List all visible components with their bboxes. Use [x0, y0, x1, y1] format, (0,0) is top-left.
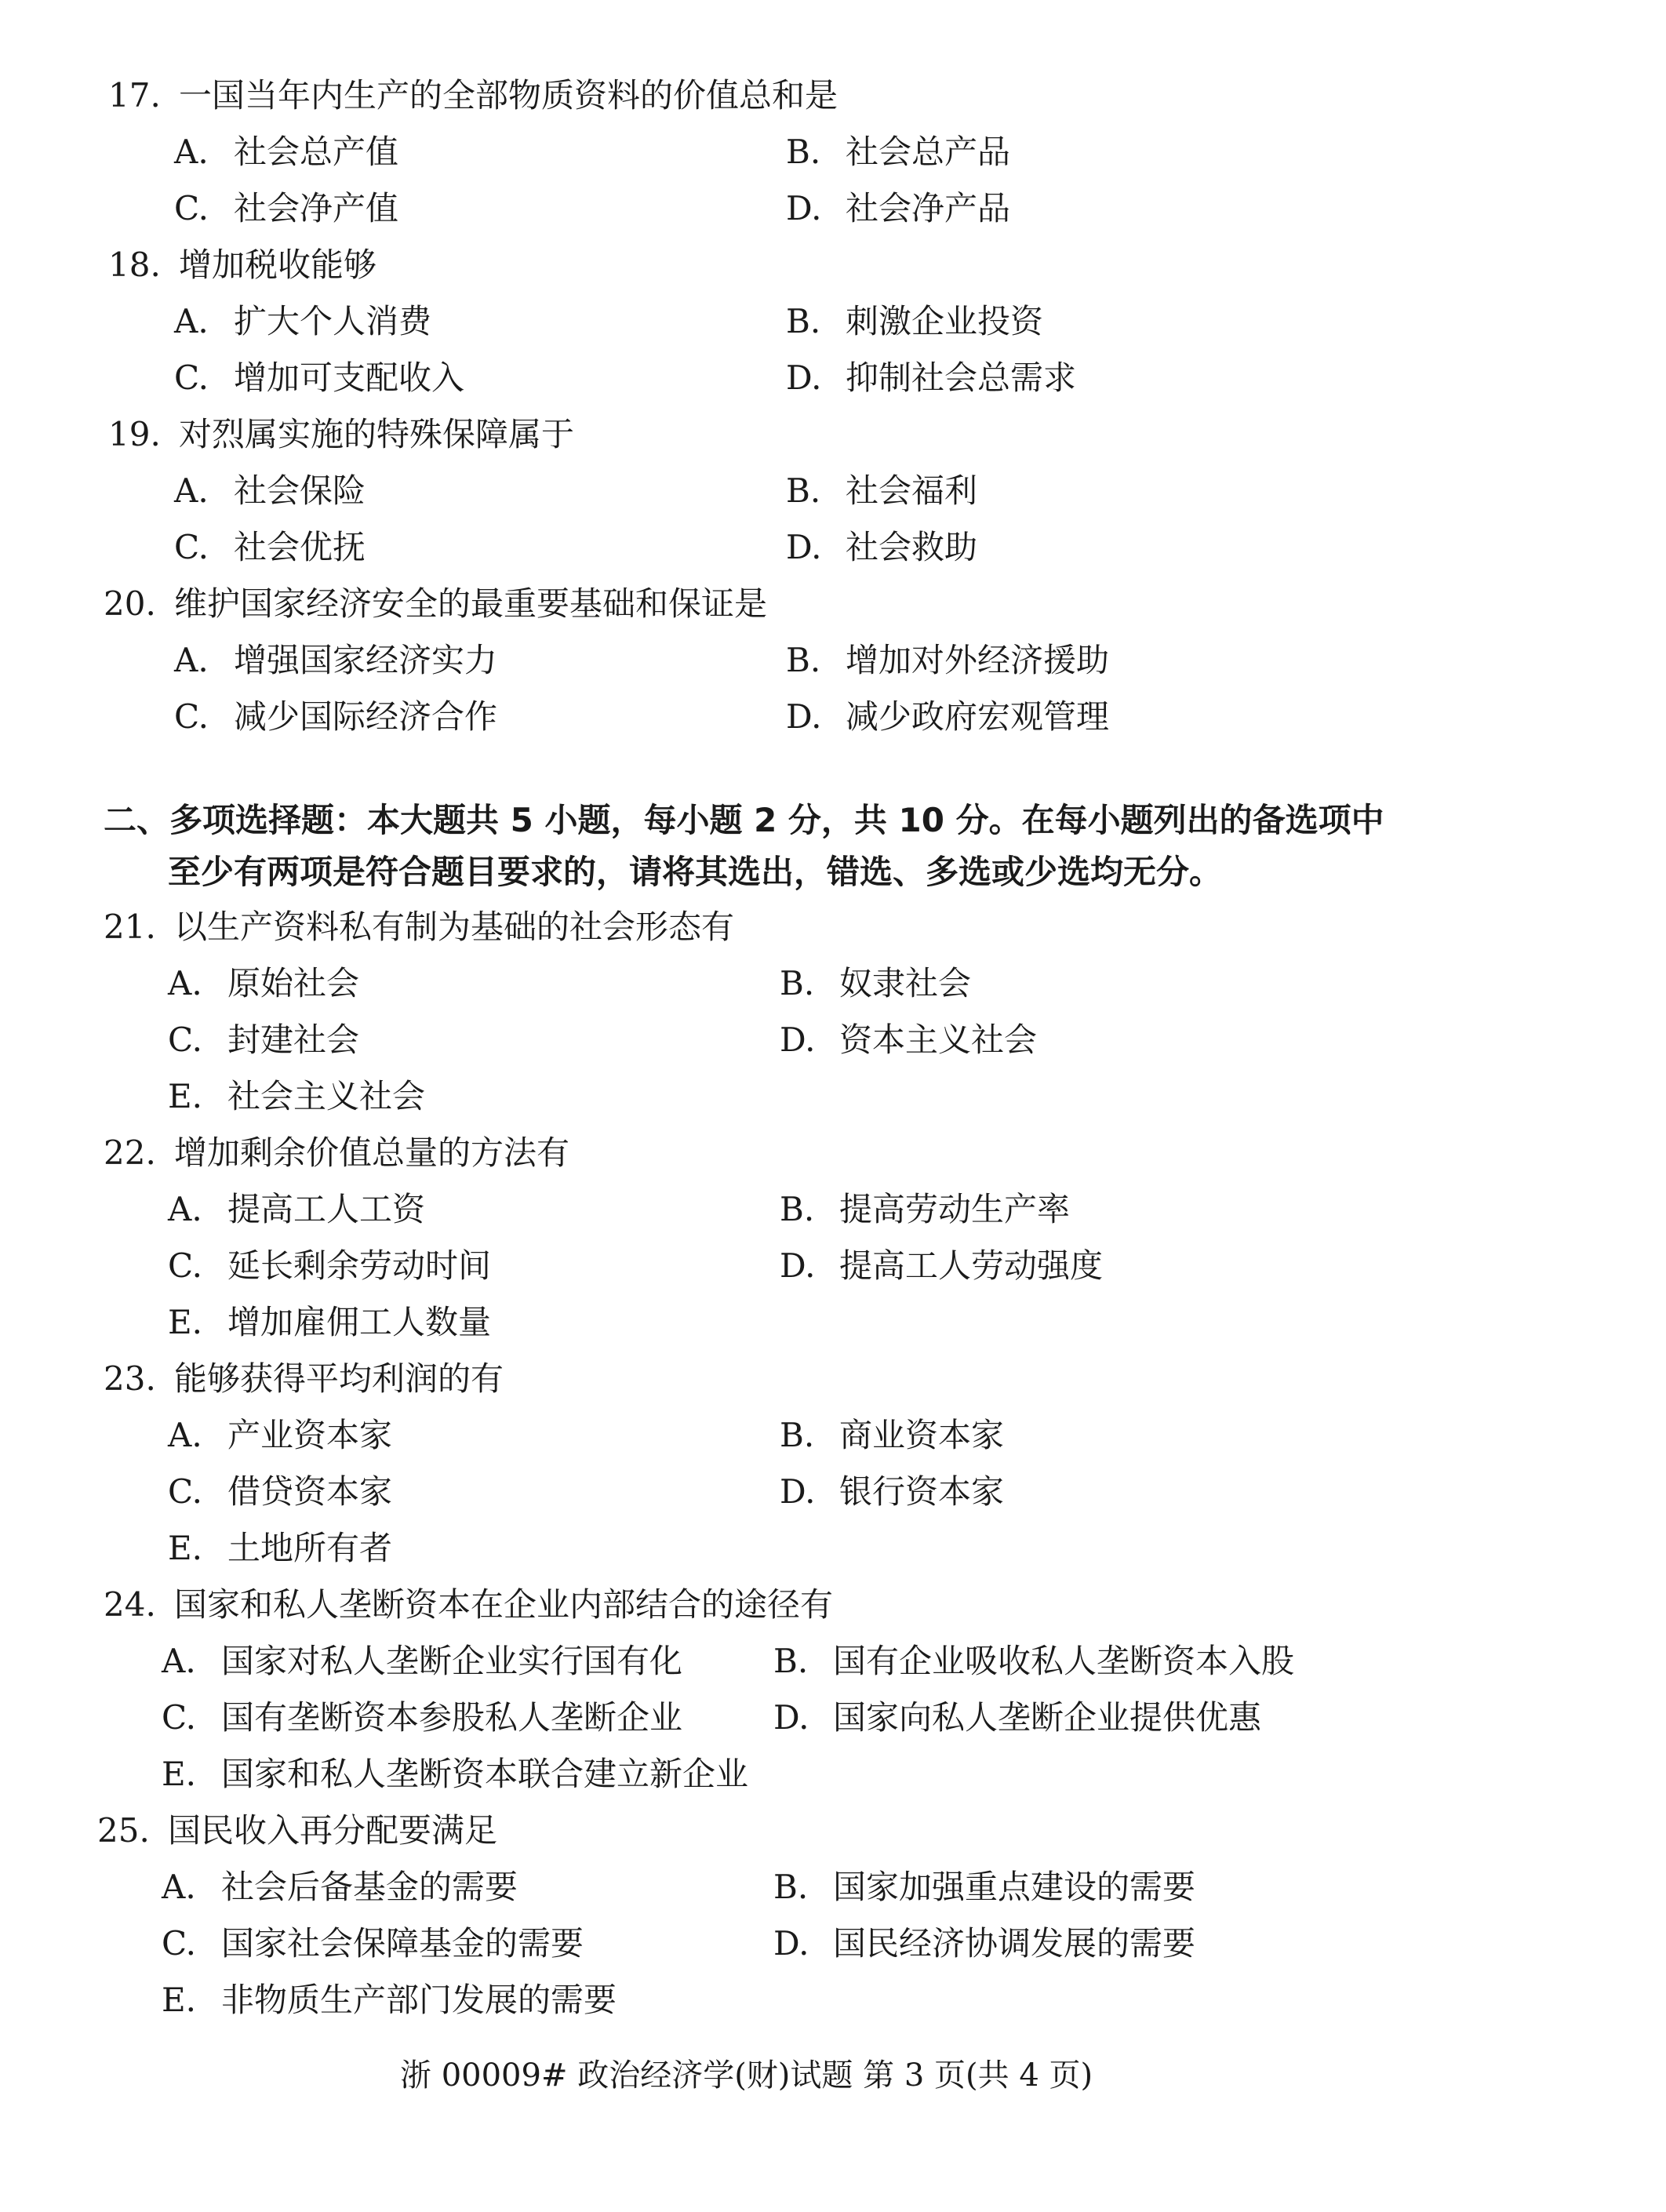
option-20-b	[786, 640, 1109, 681]
option-text: 社会后备基金的需要	[221, 1868, 518, 1906]
option-letter: C.	[174, 358, 209, 397]
option-18-c	[174, 358, 464, 398]
option-text: 社会优抚	[234, 528, 366, 566]
option-letter: B.	[786, 133, 821, 171]
option-text: 土地所有者	[227, 1529, 393, 1567]
option-19-b	[786, 471, 977, 511]
option-21-c	[168, 1020, 359, 1061]
option-23-a	[168, 1415, 392, 1456]
option-text: 社会福利	[846, 471, 978, 510]
option-letter: A.	[168, 1190, 202, 1228]
question-20	[104, 584, 767, 624]
option-19-a	[174, 471, 366, 511]
option-text: 增加雇佣工人数量	[227, 1303, 492, 1341]
option-23-e	[168, 1528, 392, 1569]
option-text: 原始社会	[227, 964, 360, 1002]
option-23-d	[780, 1472, 1004, 1512]
section-heading-line2: 至少有两项是符合题目要求的，请将其选出，错选、多选或少选均无分。	[168, 853, 1223, 891]
option-22-e	[168, 1302, 491, 1343]
option-letter: B.	[786, 641, 821, 679]
option-text: 国家和私人垄断资本联合建立新企业	[221, 1755, 749, 1793]
option-letter: D.	[786, 189, 822, 227]
option-25-b	[773, 1867, 1195, 1908]
option-17-c	[174, 188, 398, 229]
option-24-a	[162, 1641, 682, 1682]
option-text: 非物质生产部门发展的需要	[221, 1981, 617, 2019]
option-18-a	[174, 301, 431, 342]
option-letter: C.	[174, 189, 209, 227]
option-letter: D.	[780, 1472, 816, 1511]
option-19-d	[786, 527, 977, 568]
option-text: 抑制社会总需求	[846, 358, 1077, 397]
option-letter: E.	[168, 1303, 203, 1341]
option-letter: E.	[168, 1529, 203, 1567]
question-number: 23.	[104, 1359, 156, 1398]
question-text: 能够获得平均利润的有	[174, 1359, 504, 1398]
option-letter: A.	[162, 1868, 196, 1906]
question-24	[104, 1584, 833, 1625]
option-text: 封建社会	[227, 1021, 360, 1059]
option-text: 奴隶社会	[839, 964, 972, 1002]
option-text: 社会主义社会	[227, 1077, 426, 1115]
option-letter: A.	[174, 302, 209, 340]
option-letter: E.	[168, 1077, 203, 1115]
option-text: 国家向私人垄断企业提供优惠	[833, 1698, 1262, 1737]
option-text: 资本主义社会	[839, 1021, 1038, 1059]
option-letter: C.	[174, 528, 209, 566]
option-24-b	[773, 1641, 1294, 1682]
option-text: 减少政府宏观管理	[846, 697, 1110, 736]
option-letter: A.	[168, 1416, 202, 1454]
option-24-d	[773, 1697, 1261, 1738]
question-number: 24.	[104, 1585, 156, 1624]
option-letter: D.	[786, 358, 822, 397]
option-24-c	[162, 1697, 682, 1738]
option-letter: B.	[773, 1642, 809, 1680]
question-18	[108, 245, 376, 286]
option-text: 国有垄断资本参股私人垄断企业	[221, 1698, 683, 1737]
option-17-d	[786, 188, 1010, 229]
option-21-e	[168, 1076, 425, 1117]
option-text: 借贷资本家	[227, 1472, 393, 1511]
option-text: 社会净产值	[234, 189, 399, 227]
option-letter: C.	[168, 1246, 202, 1285]
question-22	[104, 1133, 569, 1173]
option-text: 国有企业吸收私人垄断资本入股	[833, 1642, 1295, 1680]
question-text: 增加税收能够	[179, 246, 377, 284]
question-25	[97, 1810, 497, 1851]
question-text: 国家和私人垄断资本在企业内部结合的途径有	[174, 1585, 834, 1624]
option-text: 社会净产品	[846, 189, 1011, 227]
option-21-b	[780, 963, 971, 1004]
option-letter: C.	[162, 1924, 196, 1963]
question-text: 国民收入再分配要满足	[168, 1811, 498, 1850]
option-letter: C.	[162, 1698, 196, 1737]
option-25-a	[162, 1867, 518, 1908]
option-text: 刺激企业投资	[846, 302, 1044, 340]
option-23-c	[168, 1472, 392, 1512]
option-22-a	[168, 1189, 425, 1230]
option-24-e	[162, 1754, 748, 1795]
option-letter: E.	[162, 1755, 197, 1793]
option-text: 银行资本家	[839, 1472, 1005, 1511]
option-text: 提高工人劳动强度	[839, 1246, 1104, 1285]
option-25-c	[162, 1923, 584, 1964]
question-number: 21.	[104, 908, 156, 946]
option-text: 增加可支配收入	[234, 358, 465, 397]
option-letter: B.	[786, 471, 821, 510]
option-25-d	[773, 1923, 1195, 1964]
question-text: 对烈属实施的特殊保障属于	[179, 415, 575, 453]
option-17-a	[174, 132, 398, 173]
question-number: 20.	[104, 584, 156, 623]
option-letter: B.	[780, 1416, 815, 1454]
option-letter: A.	[168, 964, 202, 1002]
option-18-b	[786, 301, 1043, 342]
option-text: 社会总产值	[234, 133, 399, 171]
option-text: 提高劳动生产率	[839, 1190, 1071, 1228]
option-letter: A.	[174, 641, 209, 679]
option-letter: D.	[786, 528, 822, 566]
option-text: 提高工人工资	[227, 1190, 426, 1228]
option-letter: C.	[174, 697, 209, 736]
option-20-a	[174, 640, 497, 681]
option-text: 社会保险	[234, 471, 366, 510]
option-22-c	[168, 1246, 491, 1286]
option-text: 国民经济协调发展的需要	[833, 1924, 1196, 1963]
option-letter: E.	[162, 1981, 197, 2019]
question-text: 维护国家经济安全的最重要基础和保证是	[174, 584, 768, 623]
option-letter: A.	[174, 471, 209, 510]
option-letter: C.	[168, 1472, 202, 1511]
option-text: 产业资本家	[227, 1416, 393, 1454]
option-text: 国家社会保障基金的需要	[221, 1924, 584, 1963]
question-text: 增加剩余价值总量的方法有	[174, 1133, 570, 1172]
option-letter: D.	[780, 1246, 816, 1285]
question-number: 25.	[97, 1811, 150, 1850]
option-25-e	[162, 1980, 617, 2021]
section-heading-line1: 二、多项选择题：本大题共 5 小题，每小题 2 分，共 10 分。在每小题列出的备选项中	[104, 801, 1384, 839]
page-footer: 浙 00009# 政治经济学(财)试题 第 3 页(共 4 页)	[400, 2057, 1093, 2094]
option-text: 国家加强重点建设的需要	[833, 1868, 1196, 1906]
option-21-a	[168, 963, 359, 1004]
question-21	[104, 907, 734, 948]
option-text: 增强国家经济实力	[234, 641, 498, 679]
option-23-b	[780, 1415, 1004, 1456]
question-number: 18.	[108, 246, 161, 284]
option-letter: D.	[773, 1924, 809, 1963]
question-number: 22.	[104, 1133, 156, 1172]
option-text: 扩大个人消费	[234, 302, 432, 340]
option-text: 增加对外经济援助	[846, 641, 1110, 679]
question-23	[104, 1359, 504, 1399]
option-text: 国家对私人垄断企业实行国有化	[221, 1642, 683, 1680]
option-21-d	[780, 1020, 1037, 1061]
option-letter: B.	[786, 302, 821, 340]
question-text: 以生产资料私有制为基础的社会形态有	[174, 908, 735, 946]
option-letter: B.	[773, 1868, 809, 1906]
question-number: 19.	[108, 415, 161, 453]
option-text: 商业资本家	[839, 1416, 1005, 1454]
question-19	[108, 414, 574, 455]
option-letter: B.	[780, 964, 815, 1002]
option-letter: B.	[780, 1190, 815, 1228]
option-letter: D.	[773, 1698, 809, 1737]
option-22-b	[780, 1189, 1070, 1230]
option-letter: D.	[780, 1021, 816, 1059]
option-text: 社会总产品	[846, 133, 1011, 171]
option-22-d	[780, 1246, 1103, 1286]
option-text: 社会救助	[846, 528, 978, 566]
option-letter: D.	[786, 697, 822, 736]
option-letter: A.	[174, 133, 209, 171]
option-18-d	[786, 358, 1076, 398]
option-20-c	[174, 697, 497, 737]
question-17	[108, 75, 838, 116]
option-20-d	[786, 697, 1109, 737]
option-text: 减少国际经济合作	[234, 697, 498, 736]
option-19-c	[174, 527, 366, 568]
question-text: 一国当年内生产的全部物质资料的价值总和是	[179, 76, 838, 115]
question-number: 17.	[108, 76, 161, 115]
option-text: 延长剩余劳动时间	[227, 1246, 492, 1285]
option-letter: C.	[168, 1021, 202, 1059]
option-17-b	[786, 132, 1010, 173]
option-letter: A.	[162, 1642, 196, 1680]
